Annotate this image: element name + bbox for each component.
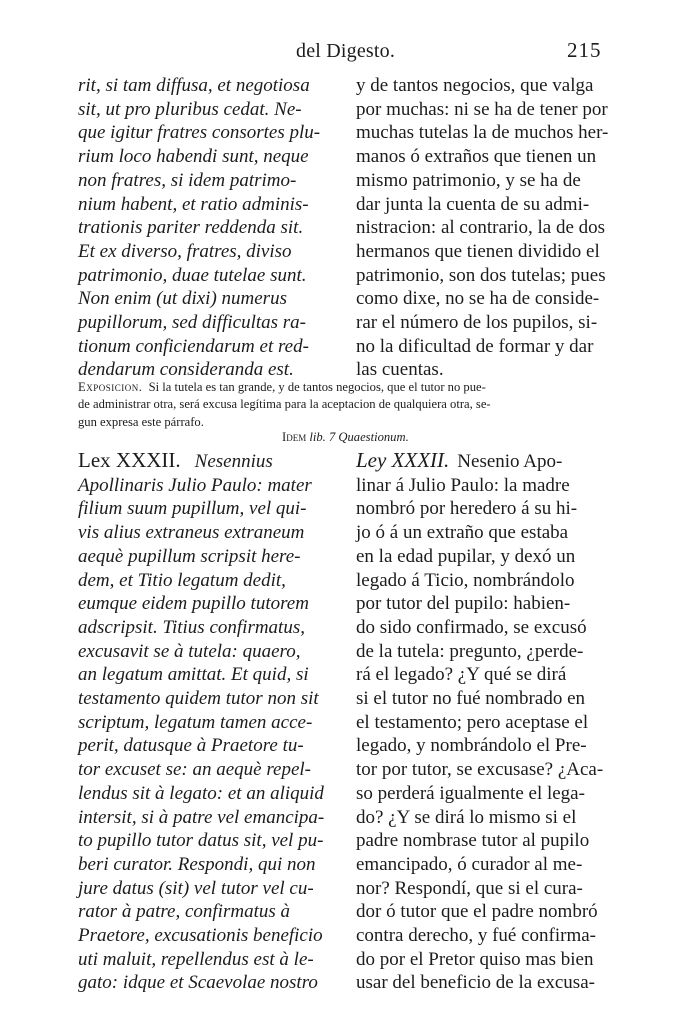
spanish-line-text: por tutor del pupilo: habien- [356, 593, 571, 615]
latin-line [78, 592, 338, 616]
spanish-line [356, 948, 616, 972]
spanish-line-text: nistracion: al contrario, la de dos [356, 217, 606, 239]
spanish-line-text: si el tutor no fué nombrado en [356, 688, 586, 710]
latin-line-text: tionum conficiendarum et red- [78, 335, 309, 357]
law-heading-latin: Lex XXXII. [78, 448, 181, 472]
spanish-line-text: legado, y nombrándolo el Pre- [356, 735, 587, 757]
spanish-line [356, 193, 616, 217]
spanish-line [356, 877, 616, 901]
latin-line-text: Apollinaris Julio Paulo: mater [78, 474, 312, 496]
latin-line-text: patrimonio, duae tutelae sunt. [78, 264, 307, 286]
spanish-line [356, 521, 616, 545]
spanish-line [356, 240, 616, 264]
latin-line [78, 877, 338, 901]
latin-line-text: dendarum consideranda est. [78, 359, 294, 381]
spanish-line [356, 169, 616, 193]
latin-line-text: pupillorum, sed difficultas ra- [78, 312, 306, 334]
latin-line-text: aequè pupillum scripsit here- [78, 545, 301, 567]
spanish-line-text: dor ó tutor que el padre nombró [356, 901, 598, 923]
latin-line [78, 216, 338, 240]
latin-line [78, 521, 338, 545]
latin-line-text: dem, et Titio legatum dedit, [78, 569, 286, 591]
spanish-line [356, 121, 616, 145]
latin-line [78, 924, 338, 948]
latin-line-text: jure datus (sit) vel tutor vel cu- [78, 877, 314, 899]
latin-line-text: tor excuset se: an aequè repel- [78, 759, 312, 781]
spanish-line-text: en la edad pupilar, y dexó un [356, 545, 576, 567]
spanish-line [356, 900, 616, 924]
latin-line [78, 971, 338, 995]
latin-line [78, 616, 338, 640]
spanish-line [356, 734, 616, 758]
spanish-line [356, 924, 616, 948]
latin-line-text: testamento quidem tutor non sit [78, 688, 319, 710]
spanish-line [356, 216, 616, 240]
spanish-line [356, 311, 616, 335]
spanish-line-text: rá el legado? ¿Y qué se dirá [356, 664, 567, 686]
spanish-line-text: manos ó extraños que tienen un [356, 146, 597, 168]
latin-line-text: scriptum, legatum tamen acce- [78, 711, 313, 733]
latin-line [78, 287, 338, 311]
spanish-line-text: jo ó á un extraño que estaba [356, 522, 569, 544]
latin-line-text: perit, datusque à Praetore tu- [78, 735, 304, 757]
spanish-line-text: do por el Pretor quiso mas bien [356, 948, 594, 970]
source-book: lib. 7 [309, 430, 336, 444]
spanish-line-text: Nesenio Apo- [457, 451, 563, 472]
page-number: 215 [567, 38, 602, 62]
spanish-line [356, 829, 616, 853]
latin-line-text: beri curator. Respondi, qui non [78, 853, 316, 875]
latin-line-text: uti maluit, repellendus est à le- [78, 948, 314, 970]
latin-line-text: rium loco habendi sunt, neque [78, 146, 309, 168]
spanish-line [356, 687, 616, 711]
latin-line [78, 829, 338, 853]
latin-line [78, 497, 338, 521]
spanish-line-text: padre nombrase tutor al pupilo [356, 830, 590, 852]
spanish-line [356, 758, 616, 782]
spanish-line [356, 853, 616, 877]
latin-line [78, 640, 338, 664]
spanish-line-text: nor? Respondí, que si el cura- [356, 877, 583, 899]
spanish-line [356, 449, 616, 474]
latin-line-text: filium suum pupillum, vel qui- [78, 498, 307, 520]
spanish-line [356, 145, 616, 169]
source-author: Idem [282, 430, 307, 444]
spanish-line-text: linar á Julio Paulo: la madre [356, 474, 570, 496]
latin-line-text: eumque eidem pupillo tutorem [78, 593, 309, 615]
latin-line [78, 663, 338, 687]
latin-line [78, 335, 338, 359]
spanish-line-text: legado á Ticio, nombrándolo [356, 569, 575, 591]
spanish-line-text: mismo patrimonio, y se ha de [356, 169, 581, 191]
spanish-line [356, 663, 616, 687]
law-heading-spanish: Ley XXXII. [356, 448, 450, 472]
spanish-line-text: y de tantos negocios, que valga [356, 75, 594, 96]
latin-line [78, 853, 338, 877]
spanish-line-text: tor por tutor, se excusase? ¿Aca- [356, 759, 604, 781]
latin-line [78, 758, 338, 782]
latin-line [78, 474, 338, 498]
latin-line-text: gato: idque et Scaevolae nostro [78, 972, 318, 994]
spanish-line-text: emancipado, ó curador al me- [356, 853, 583, 875]
source-citation [282, 430, 409, 445]
latin-line-text: adscripsit. Titius confirmatus, [78, 616, 305, 638]
spanish-line [356, 74, 616, 98]
spanish-line [356, 806, 616, 830]
spanish-line-text: dar junta la cuenta de su admi- [356, 193, 590, 215]
latin-line [78, 806, 338, 830]
latin-line-text: rator à patre, confirmatus à [78, 901, 290, 923]
latin-line [78, 734, 338, 758]
spanish-line [356, 640, 616, 664]
spanish-line [356, 287, 616, 311]
latin-column-law [78, 449, 338, 995]
exposicion-line: gun expresa este párrafo. [78, 414, 204, 429]
spanish-line-text: muchas tutelas la de muchos her- [356, 122, 609, 144]
latin-line [78, 711, 338, 735]
latin-line-text: Nesennius [194, 451, 273, 472]
spanish-line-text: rar el número de los pupilos, si- [356, 312, 598, 334]
latin-line [78, 145, 338, 169]
source-work: Quaestionum. [338, 430, 409, 444]
latin-line-text: non fratres, si idem patrimo- [78, 169, 297, 191]
spanish-line [356, 616, 616, 640]
spanish-line-text: so perderá igualmente el lega- [356, 782, 585, 804]
spanish-line-text: las cuentas. [356, 359, 444, 381]
latin-line [78, 98, 338, 122]
latin-line-text: to pupillo tutor datus sit, vel pu- [78, 830, 324, 852]
spanish-line [356, 782, 616, 806]
exposicion-paragraph [78, 379, 618, 431]
spanish-line [356, 264, 616, 288]
latin-line-text: rit, si tam diffusa, et negotiosa [78, 75, 310, 96]
spanish-line-text: do sido confirmado, se excusó [356, 616, 587, 638]
spanish-column-law [356, 449, 616, 995]
latin-line-text: nium habent, et ratio adminis- [78, 193, 309, 215]
spanish-line [356, 569, 616, 593]
spanish-line [356, 545, 616, 569]
spanish-line [356, 335, 616, 359]
spanish-line [356, 474, 616, 498]
spanish-line-text: do? ¿Y se dirá lo mismo si el [356, 806, 577, 828]
latin-line [78, 311, 338, 335]
latin-line [78, 449, 338, 474]
latin-line [78, 264, 338, 288]
spanish-line-text: nombró por heredero á su hi- [356, 498, 578, 520]
latin-line [78, 121, 338, 145]
latin-line-text: Non enim (ut dixi) numerus [78, 288, 287, 310]
latin-line [78, 782, 338, 806]
spanish-line-text: por muchas: ni se ha de tener por [356, 98, 608, 120]
spanish-line-text: no la dificultad de formar y dar [356, 335, 594, 357]
exposicion-text: Si la tutela es tan grande, y de tantos negocios, que el tutor no pue- [148, 380, 486, 394]
latin-line-text: vis alius extraneus extraneum [78, 522, 305, 544]
latin-line-text: sit, ut pro pluribus cedat. Ne- [78, 98, 302, 120]
latin-line-text: que igitur fratres consortes plu- [78, 122, 321, 144]
exposicion-label: Exposicion. [78, 380, 143, 394]
latin-line-text: an legatum amittat. Et quid, si [78, 664, 309, 686]
spanish-line [356, 711, 616, 735]
spanish-line-text: contra derecho, y fué confirma- [356, 925, 597, 947]
spanish-line-text: patrimonio, son dos tutelas; pues [356, 264, 606, 286]
spanish-line [356, 98, 616, 122]
spanish-line-text: de la tutela: pregunto, ¿perde- [356, 640, 584, 662]
spanish-line [356, 497, 616, 521]
latin-line [78, 900, 338, 924]
spanish-line [356, 592, 616, 616]
spanish-line-text: usar del beneficio de la excusa- [356, 972, 595, 994]
spanish-line-text: hermanos que tienen dividido el [356, 240, 600, 262]
latin-line-text: Praetore, excusationis beneficio [78, 925, 323, 947]
latin-line-text: intersit, si à patre vel emancipa- [78, 806, 325, 828]
spanish-column-top [356, 74, 616, 382]
latin-line-text: trationis pariter reddenda sit. [78, 217, 304, 239]
spanish-line-text: el testamento; pero aceptase el [356, 711, 589, 733]
latin-line-text: Et ex diverso, fratres, diviso [78, 240, 292, 262]
exposicion-line: de administrar otra, será excusa legítima para la aceptacion de qualquiera otra, se- [78, 397, 491, 412]
latin-line [78, 545, 338, 569]
latin-line-text: excusavit se à tutela: quaero, [78, 640, 301, 662]
spanish-line [356, 971, 616, 995]
latin-line [78, 569, 338, 593]
latin-line [78, 948, 338, 972]
latin-line [78, 193, 338, 217]
latin-line [78, 74, 338, 98]
latin-line [78, 169, 338, 193]
latin-line [78, 687, 338, 711]
spanish-line-text: como dixe, no se ha de conside- [356, 288, 600, 310]
exposicion-line [78, 379, 618, 396]
latin-line-text: lendus sit à legato: et an aliquid [78, 782, 324, 804]
latin-line [78, 240, 338, 264]
latin-column-top [78, 74, 338, 382]
running-head: del Digesto. [296, 40, 396, 62]
